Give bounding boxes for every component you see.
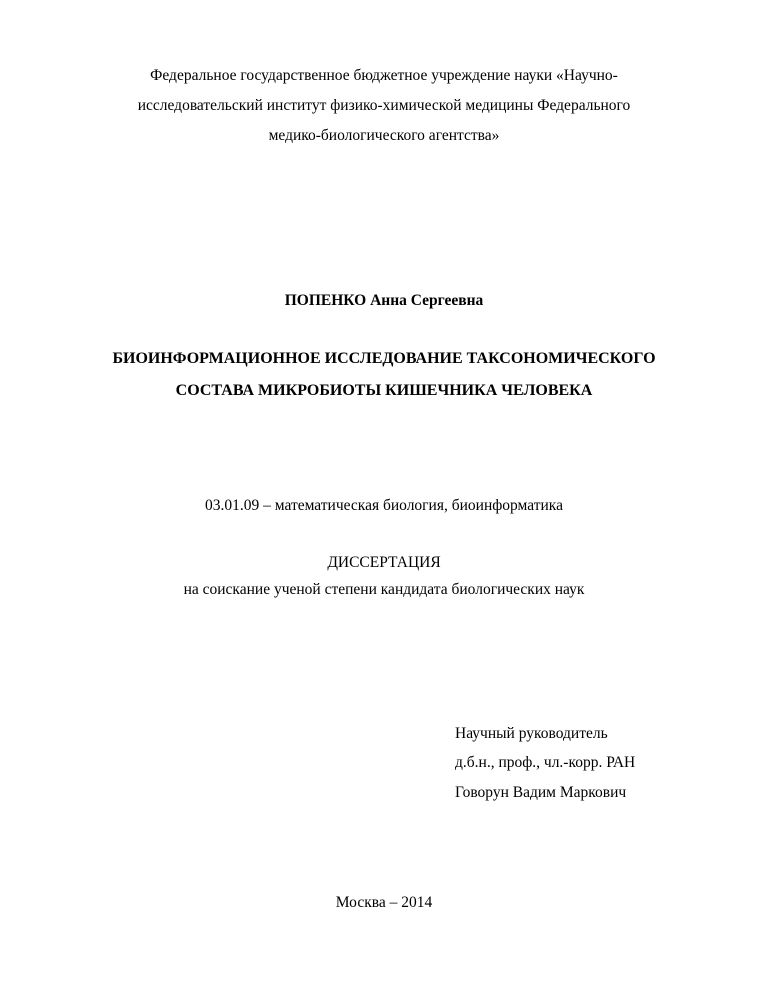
supervisor-credentials: д.б.н., проф., чл.-корр. РАН — [455, 754, 636, 771]
author-name: ПОПЕНКО Анна Сергеевна — [284, 292, 484, 309]
city-year: Москва – 2014 — [335, 894, 433, 911]
document-type: ДИССЕРТАЦИЯ — [327, 554, 441, 571]
specialty-code: 03.01.09 – математическая биология, биоинформатика — [205, 497, 563, 514]
degree-description: на соискание ученой степени кандидата биологических наук — [183, 581, 585, 598]
institution-line-1: Федеральное государственное бюджетное учреждение науки «Научно- — [150, 67, 618, 84]
supervisor-label: Научный руководитель — [455, 725, 608, 742]
title-line-2: СОСТАВА МИКРОБИОТЫ КИШЕЧНИКА ЧЕЛОВЕКА — [175, 382, 593, 399]
institution-line-3: медико-биологического агентства» — [268, 127, 500, 144]
title-line-1: БИОИНФОРМАЦИОННОЕ ИССЛЕДОВАНИЕ ТАКСОНОМИЧЕСКОГО — [112, 350, 656, 367]
institution-line-2: исследовательский институт физико-химической медицины Федерального — [137, 97, 631, 114]
supervisor-name: Говорун Вадим Маркович — [455, 784, 627, 801]
